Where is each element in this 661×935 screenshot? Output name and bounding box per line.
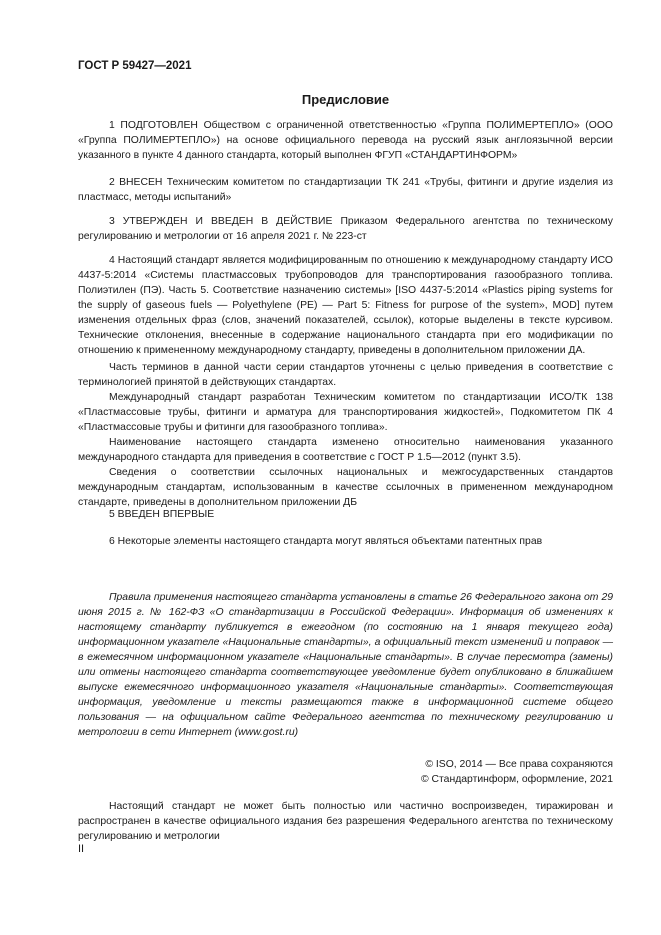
paragraph-1: 1 ПОДГОТОВЛЕН Обществом с ограниченной ответственностью «Группа ПОЛИМЕРТЕПЛО» (ООО «Группа ПОЛИМЕРТЕПЛО») на основе официального перевода на русский язык англоязычной версии указанного в пункте 4 данного стандарта, который выполнен ФГУП «СТАНДАРТИНФОРМ» [78,120,613,161]
notice-paragraph: Правила применения настоящего стандарта установлены в статье 26 Федерального закона от 29 июня 2015 г. № 162-ФЗ «О стандартизации в Российской Федерации». Информация об изменениях к настоящему стандарту публикуется в ежегодном (по состоянию на 1 января текущего года) информационном указателе «Национальные стандарты», а официальный текст изменений и поправок — в ежемесячном информационном указателе «Национальные стандарты». В случае пересмотра (замены) или отмены настоящего стандарта соответствующее уведомление будет опубликовано в ближайшем выпуске ежемесячного информационного указателя «Национальные стандарты». Соответствующая информация, уведомление и тексты размещаются также в информационной системе общего пользования — на официальном сайте Федерального агентства по техническому регулированию и метрологии в сети Интернет (www.gost.ru) [78,592,613,738]
document-code: ГОСТ Р 59427—2021 [78,60,192,72]
paragraph-4e: Сведения о соответствии ссылочных национальных и межгосударственных стандартов международным стандартам, использованным в качестве ссылочных в примененном международном стандарте, приведены в дополнительном приложении ДБ [78,467,613,508]
paragraph-4c: Международный стандарт разработан Техническим комитетом по стандартизации ИСО/ТК 138 «Пластмассовые трубы, фитинги и арматура для транспортирования жидкостей», Подкомитетом ПК 4 «Пластмассовые трубы и фитинги для газообразного топлива». [78,392,613,433]
footer-paragraph: Настоящий стандарт не может быть полностью или частично воспроизведен, тиражирован и распространен в качестве официального издания без разрешения Федерального агентства по техническому регулированию и метрологии [78,801,613,842]
paragraph-4: 4 Настоящий стандарт является модифицированным по отношению к международному стандарту ИСО 4437-5:2014 «Системы пластмассовых трубопроводов для транспортирования газообразного топлива. Полиэтилен (ПЭ). Часть 5. Соответствие назначению системы» [ISO 4437-5:2014 «Plastics piping systems for the supply of gaseous fuels — Polyethylene (PE) — Part 5: Fitness for purpose of the system», MOD] путем изменения отдельных фраз (слов, значений показателей, ссылок), которые выделены в тексте курсивом. Технические отклонения, внесенные в содержание национального стандарта при его модификации по отношению к примененному международному стандарту, приведены в дополнительном приложении ДА. [78,255,613,356]
paragraph-4b: Часть терминов в данной части серии стандартов уточнены с целью приведения в соответствие с терминологией принятой в действующих стандартах. [78,362,613,388]
copyright-iso: © ISO, 2014 — Все права сохраняются [425,759,613,770]
paragraph-5: 5 ВВЕДЕН ВПЕРВЫЕ [109,509,215,520]
paragraph-2: 2 ВНЕСЕН Техническим комитетом по стандартизации ТК 241 «Трубы, фитинги и другие изделия из пластмасс, методы испытаний» [78,177,613,203]
paragraph-3: 3 УТВЕРЖДЕН И ВВЕДЕН В ДЕЙСТВИЕ Приказом Федерального агентства по техническому регулированию и метрологии от 16 апреля 2021 г. № 223-ст [78,216,613,242]
section-title: Предисловие [301,92,390,107]
page-number: II [78,843,85,855]
paragraph-6: 6 Некоторые элементы настоящего стандарта могут являться объектами патентных прав [109,536,543,547]
paragraph-4d: Наименование настоящего стандарта изменено относительно наименования указанного международного стандарта для приведения в соответствие с ГОСТ Р 1.5—2012 (пункт 3.5). [78,437,613,463]
copyright-standartinform: © Стандартинформ, оформление, 2021 [420,774,613,785]
